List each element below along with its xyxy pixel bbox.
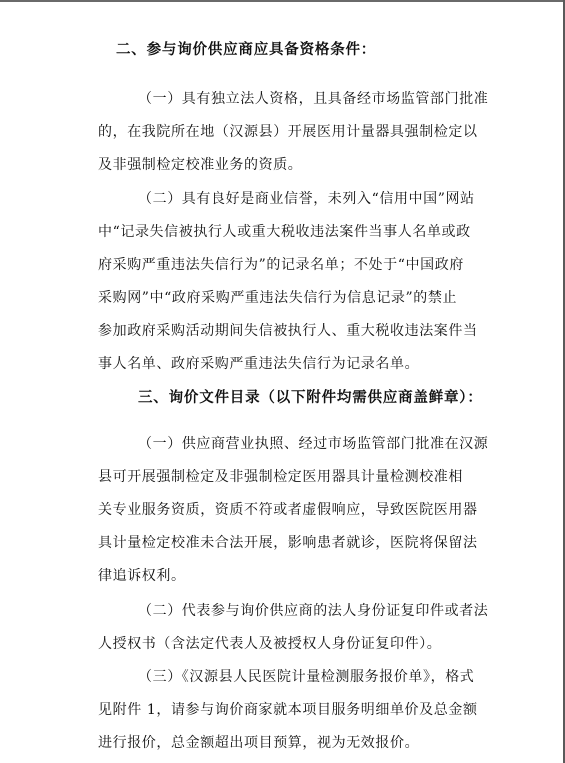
section2-heading: 二、参与询价供应商应具备资格条件： — [116, 42, 377, 58]
section2-para2-line2: 中“记录失信被执行人或重大税收违法案件当事人名单或政 — [98, 224, 471, 240]
top-border-line — [0, 0, 565, 2]
section3-para2-line2: 人授权书（含法定代表人及被授权人身份证复印件）。 — [98, 636, 442, 652]
section3-para3-line1: （三）《汉源县人民医院计量检测服务报价单》，格式 — [138, 669, 475, 685]
section3-para1-line2: 县可开展强制检定及非强制检定医用器具计量检测校准相 — [98, 469, 463, 485]
section3-para1-line1: （一）供应商营业执照、经过市场监管部门批准在汉源 — [138, 436, 489, 452]
section2-para2-line5: 参加政府采购活动期间失信被执行人、重大税收违法案件当 — [98, 323, 478, 339]
section2-para2-line1: （二）具有良好是商业信誉，未列入“信用中国”网站 — [138, 191, 475, 207]
section2-para2-line6: 事人名单、政府采购严重违法失信行为记录名单。 — [98, 356, 420, 372]
section2-para2-line4: 采购网”中“政府采购严重违法失信行为信息记录”的禁止 — [98, 290, 458, 306]
section2-para1-line2: 的，在我院所在地（汉源县）开展医用计量器具强制检定以 — [98, 124, 478, 140]
section3-para1-line4: 具计量检定校准未合法开展，影响患者就诊，医院将保留法 — [98, 535, 478, 551]
section2-para2-line3: 府采购严重违法失信行为”的记录名单；不处于“中国政府 — [98, 257, 464, 273]
section3-para3-line2: 见附件 1，请参与询价商家就本项目服务明细单价及总金额 — [98, 702, 478, 718]
section2-para1-line1: （一）具有独立法人资格，且具备经市场监管部门批准 — [138, 91, 489, 107]
section3-para1-line5: 律追诉权利。 — [98, 568, 186, 584]
section2-para1-line3: 及非强制检定校准业务的资质。 — [98, 157, 303, 173]
section3-para3-line3: 进行报价，总金额超出项目预算，视为无效报价。 — [98, 735, 420, 751]
section3-para1-line3: 关专业服务资质，资质不符或者虚假响应，导致医院医用器 — [98, 502, 478, 518]
section3-para2-line1: （二）代表参与询价供应商的法人身份证复印件或者法 — [138, 603, 489, 619]
section3-heading: 三、询价文件目录（以下附件均需供应商盖鲜章）： — [138, 390, 483, 406]
